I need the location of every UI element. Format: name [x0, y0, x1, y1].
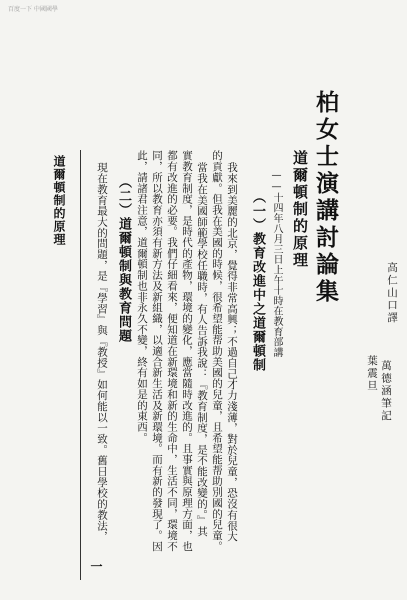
translator-credit: 高仁山口譯 [386, 262, 398, 325]
book-title: 柏女士演講討論集 [312, 90, 339, 306]
section-1-heading: （一）教育改進中之道爾頓制 [250, 190, 265, 372]
section-1-line-7: 此，請諸君注意，道爾頓制也非永久不變，終有如是的東西。 [136, 150, 148, 443]
section-1-line-3: 當我在美國師範學校任職時，有人告訴我說：『教育制度，是不能改變的。』其 [196, 162, 208, 537]
running-title: 道爾頓制的原理 [52, 155, 66, 246]
section-2-line-1: 現在教育最大的問題，是『學習』與『教授』如何能以一致。舊日學校的教法， [96, 162, 108, 542]
section-1-line-4: 實教育制度，是時代的產物，環境的變化，應當隨時改進的。且事實與原理方面，也 [181, 150, 193, 552]
section-1-line-2: 的貢獻。但我在美國的時候，很希望能帮助美國的兒童，且希望能帮助別國的兒童。 [211, 150, 223, 552]
lecture-date: ——十四年八月三日上午十時在教育部講 [271, 170, 282, 358]
watermark-text: 百度一下 中國國學 [8, 6, 58, 13]
lecture-title: 道爾頓制的原理 [291, 150, 309, 269]
margin-rule [80, 150, 81, 580]
recorder-credit-1: 葉震旦 [366, 355, 378, 393]
recorder-credit-2: 萬德涵筆記 [380, 360, 392, 423]
section-2-heading: （二）道爾頓制與教育問題 [116, 175, 131, 343]
section-1-line-5: 都有改進的必要。我們仔細看來，便知道在新環境和新的生命中，生活不同，環境不 [166, 150, 178, 552]
page-number: 一 [89, 560, 103, 572]
section-1-line-1: 我來到美麗的北京，覺得非常高興；不過自己才力淺薄，對於兒童，恐沒有很大 [226, 162, 238, 542]
section-1-line-6: 同，所以教育亦須有新方法及新組織，以適合新生活及新環境。而有新的發現了。因 [151, 150, 163, 552]
